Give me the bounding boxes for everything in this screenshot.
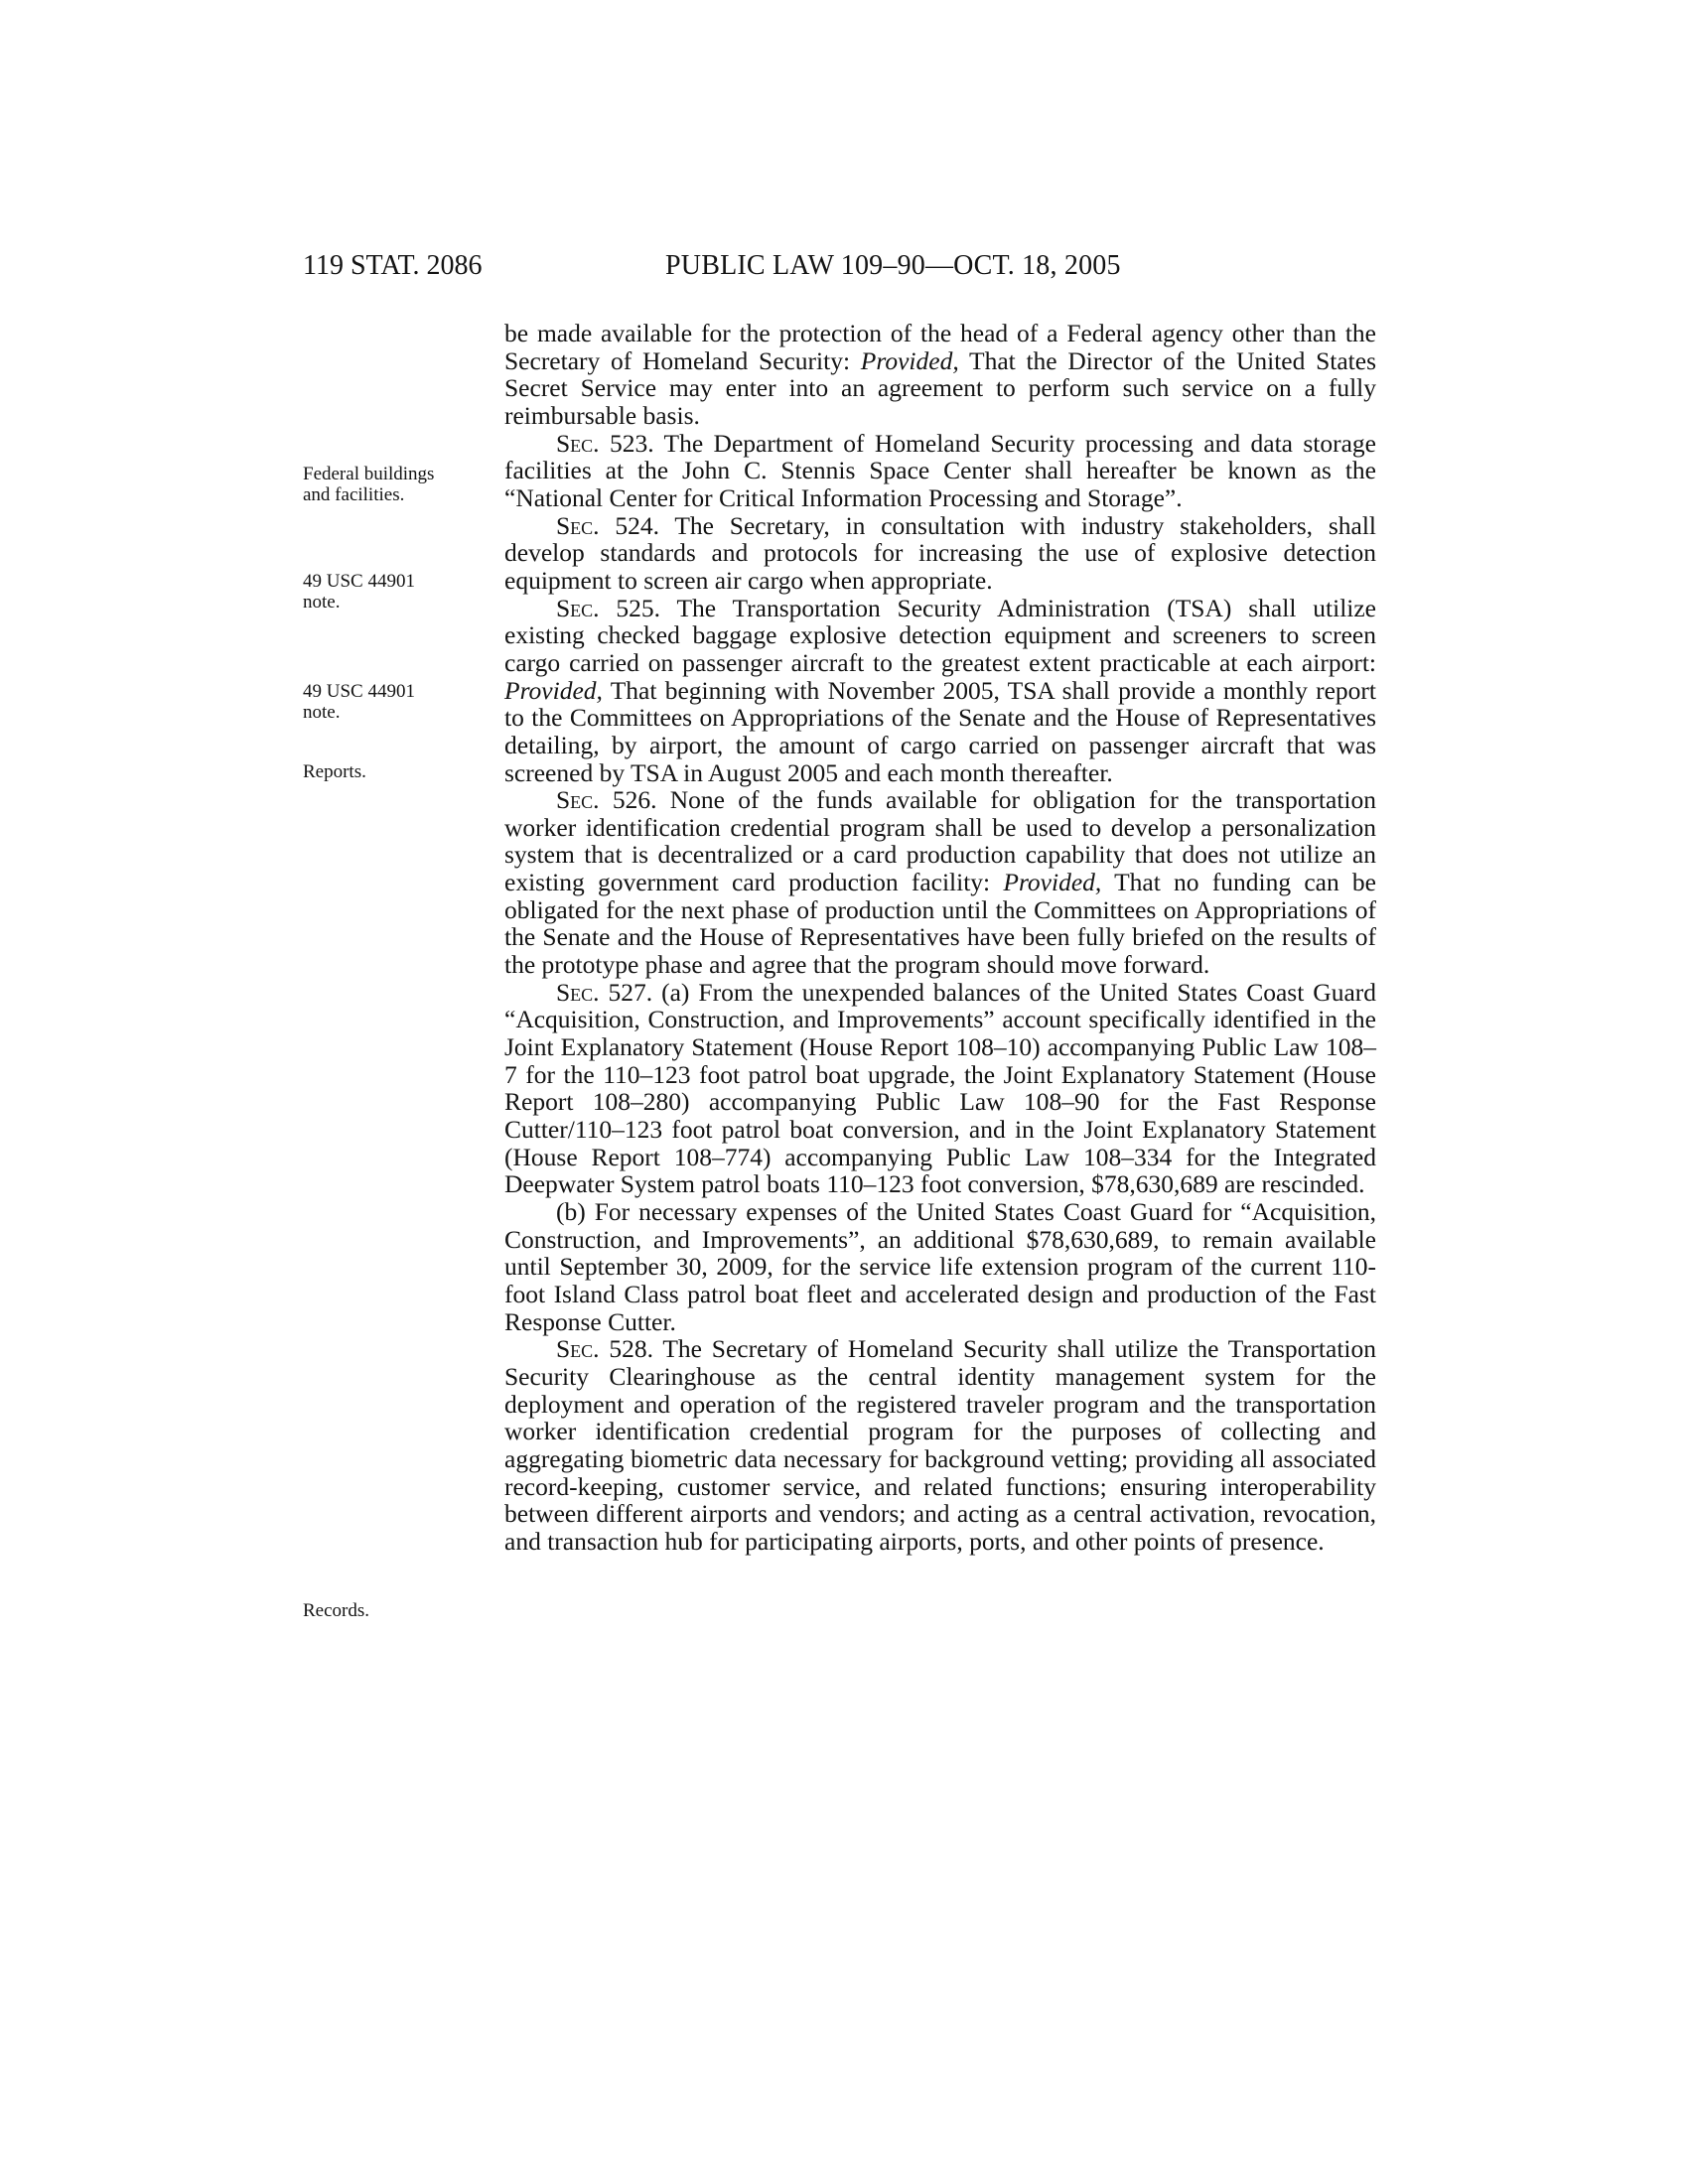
section-text: 525. The Transportation Security Administration (TSA) shall utilize existing checked baggage explosive detection equipment and screeners to screen cargo carried on passenger aircraft to the greatest extent practicable at each airport: <box>504 593 1376 677</box>
section-524 <box>504 512 1376 595</box>
section-528 <box>504 1335 1376 1555</box>
italic-proviso: Provided, <box>860 345 959 375</box>
margin-note-usc-525 <box>303 681 482 723</box>
section-526 <box>504 786 1376 979</box>
margin-note-line: and facilities. <box>303 484 405 505</box>
section-text: That no funding can be obligated for the next phase of production until the Committees on Appropriations of the Senate and the House of Representatives have been fully briefed on the results of the prototype phase and agree that the program should move forward. <box>504 868 1377 980</box>
margin-note-line: Records. <box>303 1600 370 1621</box>
margin-note-line: note. <box>303 592 341 613</box>
running-head-title: PUBLIC LAW 109–90—OCT. 18, 2005 <box>665 250 1121 281</box>
section-label: Sec. <box>556 785 600 815</box>
margin-note-line: 49 USC 44901 <box>303 681 415 702</box>
section-label: Sec. <box>556 428 600 458</box>
section-text: 528. The Secretary of Homeland Security shall utilize the Transportation Security Clearinghouse as the central identity management system for the deployment and operation of the registered traveler program and the transportation worker identification credential program for the purposes of collecting and aggregating biometric data necessary for background vetting; providing all associated record-keeping, customer service, and related functions; ensuring interoperability between different airports and vendors; and acting as a central activation, revocation, and transaction hub for participating airports, ports, and other points of presence. <box>504 1334 1376 1556</box>
text-run: That the Director of the United States Secret Service may enter into an agreement to perform such service on a fully reimbursable basis. <box>504 345 1377 430</box>
section-text: (b) For necessary expenses of the United States Coast Guard for “Acquisition, Construction, and Improvements”, an additional $78,630,689, to remain available until September 30, 2009, for the service life extension program of the current 110-foot Island Class patrol boat fleet and accelerated design and production of the Fast Response Cutter. <box>504 1197 1376 1336</box>
text-run: be made available for the protection of the head of a Federal agency other than the Secretary of Homeland Security: <box>504 319 1376 375</box>
section-527b <box>504 1198 1376 1335</box>
paragraph-continued <box>504 320 1376 430</box>
section-text: 524. The Secretary, in consultation with industry stakeholders, shall develop standards and protocols for increasing the use of explosive detection equipment to screen air cargo when appropriate. <box>504 510 1377 595</box>
section-label: Sec. <box>556 510 600 540</box>
margin-note-line: note. <box>303 702 341 723</box>
section-label: Sec. <box>556 977 600 1007</box>
italic-proviso: Provided, <box>1003 868 1102 897</box>
italic-proviso: Provided, <box>504 675 603 705</box>
page-stat-citation: 119 STAT. 2086 <box>303 250 483 281</box>
section-label: Sec. <box>556 1334 600 1364</box>
margin-note-line: 49 USC 44901 <box>303 571 415 592</box>
section-text: 526. None of the funds available for obligation for the transportation worker identification credential program shall be used to develop a personalization system that is decentralized or a card production capability that does not utilize an existing government card production facility: <box>504 785 1377 897</box>
section-text: That beginning with November 2005, TSA shall provide a monthly report to the Committees on Appropriations of the Senate and the House of Representatives detailing, by airport, the amount of cargo carried on passenger aircraft that was screened by TSA in August 2005 and each month thereafter. <box>504 675 1376 787</box>
section-label: Sec. <box>556 593 600 622</box>
margin-note-federal-buildings <box>303 464 482 505</box>
section-text: 523. The Department of Homeland Security processing and data storage facilities at the John C. Stennis Space Center shall hereafter be known as the “National Center for Critical Information Processing and Storage”. <box>504 428 1376 512</box>
margin-note-line: Federal buildings <box>303 464 435 484</box>
section-527a <box>504 979 1376 1198</box>
margin-note-line: Reports. <box>303 761 366 782</box>
section-text: 527. (a) From the unexpended balances of the United States Coast Guard “Acquisition, Construction, and Improvements” account specifically identified in the Joint Explanatory Statement (House Report 108–10) accompanying Public Law 108–7 for the 110–123 foot patrol boat upgrade, the Joint Explanatory Statement (House Report 108–280) accompanying Public Law 108–90 for the Fast Response Cutter/110–123 foot patrol boat conversion, and in the Joint Explanatory Statement (House Report 108–774) accompanying Public Law 108–334 for the Integrated Deepwater System patrol boats 110–123 foot conversion, $78,630,689 are rescinded. <box>504 977 1376 1199</box>
margin-note-reports <box>303 761 482 782</box>
section-525 <box>504 595 1376 787</box>
margin-note-records <box>303 1600 482 1621</box>
statute-text-column <box>504 320 1376 1556</box>
section-523 <box>504 430 1376 512</box>
margin-note-usc-524 <box>303 571 482 613</box>
